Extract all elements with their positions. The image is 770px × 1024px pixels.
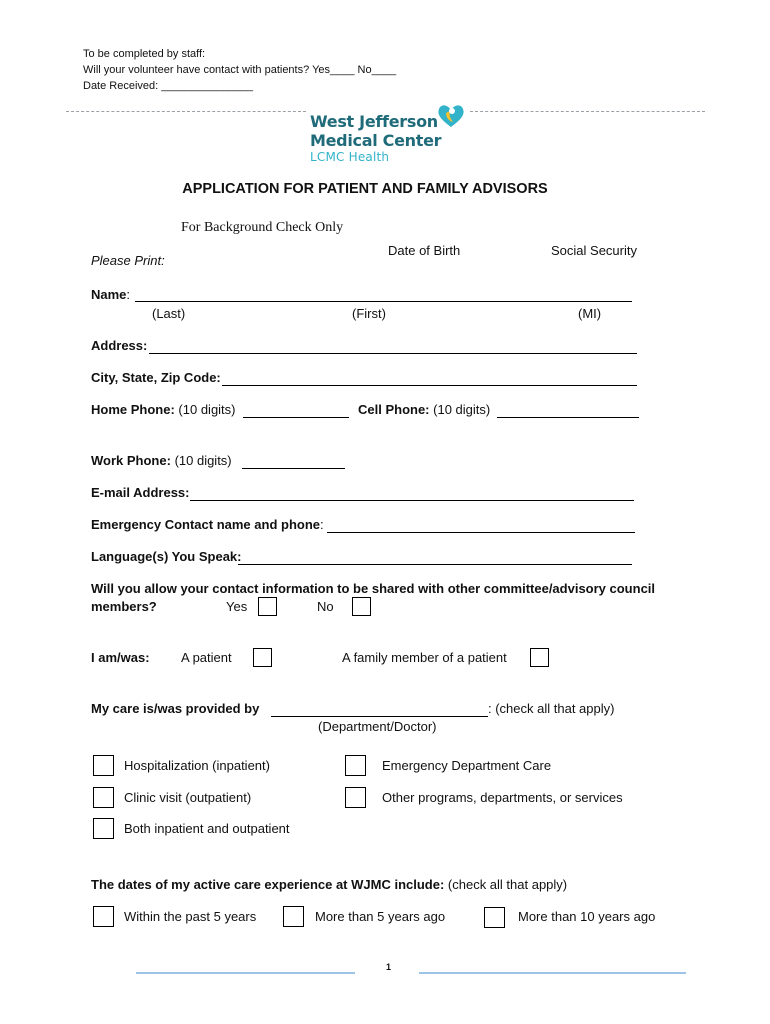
logo-line-1: West Jefferson (310, 112, 438, 131)
care-hospitalization-label: Hospitalization (inpatient) (124, 758, 270, 773)
logo-line-3: LCMC Health (310, 150, 390, 164)
footer-line-right (419, 972, 686, 974)
home-phone-input[interactable] (243, 404, 349, 418)
cell-phone-input[interactable] (497, 404, 639, 418)
share-question-line-2: members? (91, 599, 157, 614)
emergency-input[interactable] (327, 519, 635, 533)
care-both-label: Both inpatient and outpatient (124, 821, 290, 836)
email-input[interactable] (190, 487, 634, 501)
form-subtitle: For Background Check Only (181, 220, 344, 235)
care-provider-input[interactable] (271, 703, 488, 717)
care-both-checkbox[interactable] (93, 818, 114, 839)
staff-heading: To be completed by staff: (83, 48, 206, 60)
cell-phone-label: Cell Phone: (358, 402, 430, 417)
name-colon: : (126, 287, 131, 302)
care-emergency-label: Emergency Department Care (382, 758, 552, 773)
name-label: Name (91, 287, 127, 302)
care-other-checkbox[interactable] (345, 787, 366, 808)
share-no-label: No (317, 599, 334, 614)
care-other-label: Other programs, departments, or services (382, 790, 623, 805)
care-clinic-label: Clinic visit (outpatient) (124, 790, 252, 805)
work-phone-input[interactable] (242, 455, 345, 469)
home-phone-row (91, 402, 236, 417)
header-divider-right (470, 111, 705, 112)
care-hospitalization-checkbox[interactable] (93, 755, 114, 776)
address-label: Address: (91, 338, 148, 353)
address-input[interactable] (149, 340, 637, 354)
dob-column-header: Date of Birth (388, 243, 461, 258)
iam-family-checkbox[interactable] (530, 648, 549, 667)
languages-input[interactable] (238, 551, 632, 565)
city-input[interactable] (222, 372, 637, 386)
dates-more10-label: More than 10 years ago (518, 909, 656, 924)
care-emergency-checkbox[interactable] (345, 755, 366, 776)
dates-row (91, 877, 567, 892)
iam-label: I am/was: (91, 650, 150, 665)
heart-logo-icon (436, 102, 466, 130)
emergency-colon: : (320, 517, 324, 532)
languages-label: Language(s) You Speak: (91, 549, 242, 564)
care-label: My care is/was provided by (91, 701, 260, 716)
hospital-logo (308, 102, 468, 164)
home-phone-hint: (10 digits) (178, 402, 236, 417)
email-label: E-mail Address: (91, 485, 190, 500)
footer-line-left (136, 972, 355, 974)
staff-date-received: Date Received: _______________ (83, 80, 254, 92)
dates-suffix: (check all that apply) (444, 877, 568, 892)
staff-contact-question: Will your volunteer have contact with patients? Yes____ No____ (83, 64, 397, 76)
ssn-column-header: Social Security (551, 243, 637, 258)
dates-more5-label: More than 5 years ago (315, 909, 446, 924)
dates-more10-checkbox[interactable] (484, 907, 505, 928)
emergency-label: Emergency Contact name and phone (91, 517, 320, 532)
dates-past5-checkbox[interactable] (93, 906, 114, 927)
cell-phone-row (358, 402, 490, 417)
share-yes-label: Yes (226, 599, 248, 614)
work-phone-label: Work Phone: (91, 453, 171, 468)
page-number: 1 (386, 962, 392, 972)
share-no-checkbox[interactable] (352, 597, 371, 616)
care-suffix: : (check all that apply) (488, 701, 615, 716)
city-label: City, State, Zip Code: (91, 370, 221, 385)
emergency-row (91, 517, 324, 532)
iam-patient-checkbox[interactable] (253, 648, 272, 667)
cell-phone-hint: (10 digits) (433, 402, 491, 417)
iam-patient-label: A patient (181, 650, 232, 665)
share-question-line-1: Will you allow your contact information to be shared with other committee/advisory council (91, 581, 656, 596)
iam-family-label: A family member of a patient (342, 650, 507, 665)
care-dept-hint: (Department/Doctor) (318, 719, 437, 734)
please-print-label: Please Print: (91, 253, 165, 268)
name-row (91, 287, 130, 302)
work-phone-hint: (10 digits) (174, 453, 232, 468)
dates-more5-checkbox[interactable] (283, 906, 304, 927)
name-last-hint: (Last) (152, 306, 186, 321)
share-yes-checkbox[interactable] (258, 597, 277, 616)
dates-label: The dates of my active care experience at WJMC include: (91, 877, 445, 892)
home-phone-label: Home Phone: (91, 402, 175, 417)
logo-line-2: Medical Center (310, 131, 442, 150)
header-divider-left (66, 111, 306, 112)
work-phone-row (91, 453, 232, 468)
name-input[interactable] (135, 288, 632, 302)
form-title: APPLICATION FOR PATIENT AND FAMILY ADVISORS (182, 181, 548, 197)
care-clinic-checkbox[interactable] (93, 787, 114, 808)
name-mi-hint: (MI) (578, 306, 602, 321)
dates-past5-label: Within the past 5 years (124, 909, 257, 924)
name-first-hint: (First) (352, 306, 386, 321)
